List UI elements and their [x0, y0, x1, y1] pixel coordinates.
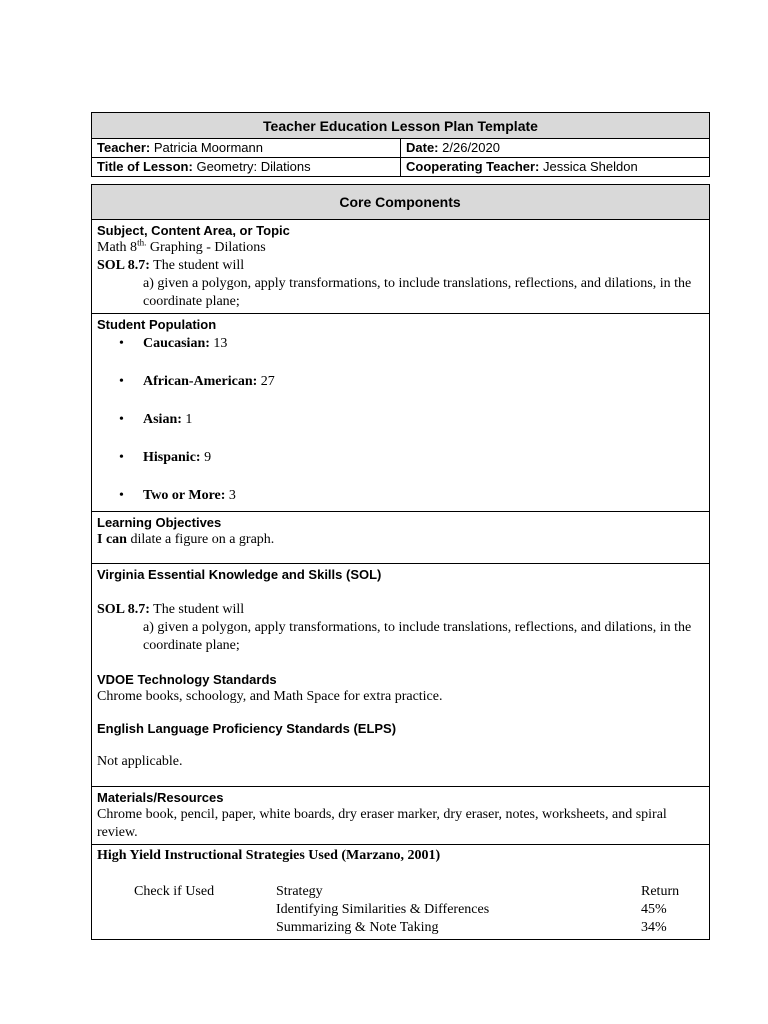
sol-detail: a) given a polygon, apply transformations, to include translations, reflections, and dilations, in the coordinate plane;: [143, 620, 692, 653]
student-population-title: Student Population: [97, 317, 217, 332]
population-item-caucasian: • Caucasian: 13: [119, 336, 228, 351]
lesson-title-value: Geometry: Dilations: [196, 159, 311, 174]
subject-line: Math $8^{th.}$ Graphing - Dilations: [97, 237, 266, 255]
learning-objectives-title: Learning Objectives: [97, 515, 222, 530]
strategy-row: [97, 919, 703, 937]
elps-title: English Language Proficiency Standards (ELPS): [97, 721, 397, 736]
cooperating-teacher-value: Jessica Sheldon: [543, 159, 638, 174]
cooperating-teacher-label: Cooperating Teacher:: [406, 159, 540, 174]
col-return-header: Return: [641, 884, 680, 899]
lesson-title-cell: [92, 158, 401, 177]
strategies-header-row: [97, 883, 703, 901]
population-item-african-american: • African-American: 27: [119, 374, 275, 389]
subject-title: Subject, Content Area, or Topic: [97, 223, 290, 238]
strategies-table: [97, 883, 703, 937]
core-components-heading: Core Components: [92, 185, 710, 220]
strategy-name: Identifying Similarities & Differences: [276, 902, 490, 917]
subject-sol-detail: a) given a polygon, apply transformations, to include translations, reflections, and dilations, in the coordinate plane;: [143, 276, 692, 309]
teacher-value: Patricia Moormann: [153, 140, 263, 155]
sol-line: SOL 8.7: The student will: [97, 602, 245, 617]
lesson-title-label: Title of Lesson:: [97, 159, 193, 174]
tech-standards-title: VDOE Technology Standards: [97, 672, 277, 687]
date-label: Date:: [406, 140, 439, 155]
strategy-check-cell: [97, 901, 276, 919]
lesson-plan-header-table: [91, 112, 710, 177]
col-strategy-header: Strategy: [276, 884, 323, 899]
population-item-two-or-more: • Two or More: 3: [119, 488, 236, 503]
subject-section: [92, 220, 710, 314]
core-components-table: [91, 184, 710, 940]
tech-standards-text: Chrome books, schoology, and Math Space for extra practice.: [97, 689, 443, 704]
strategies-title: High Yield Instructional Strategies Used (Marzano, 2001): [97, 848, 441, 863]
strategy-name: Summarizing & Note Taking: [276, 920, 439, 935]
student-population-section: [92, 314, 710, 512]
strategy-row: [97, 901, 703, 919]
teacher-cell: [92, 139, 401, 158]
col-check-header: Check if Used: [134, 884, 215, 899]
elps-text: Not applicable.: [97, 754, 183, 769]
strategy-check-cell: [97, 919, 276, 937]
standards-section: [92, 564, 710, 787]
strategy-return: 34%: [641, 920, 667, 935]
population-list: [97, 335, 703, 505]
materials-section: [92, 787, 710, 845]
materials-title: Materials/Resources: [97, 790, 224, 805]
learning-objectives-section: [92, 512, 710, 564]
strategy-return: 45%: [641, 902, 667, 917]
materials-text: Chrome book, pencil, paper, white boards, dry eraser marker, dry eraser, notes, worksheets, and spiral review.: [97, 807, 667, 840]
strategies-section: [92, 845, 710, 940]
teacher-label: Teacher:: [97, 140, 151, 155]
population-item-hispanic: • Hispanic: 9: [119, 450, 212, 465]
date-cell: [401, 139, 710, 158]
subject-sol-line: SOL 8.7: The student will: [97, 258, 245, 273]
cooperating-teacher-cell: [401, 158, 710, 177]
template-title: Teacher Education Lesson Plan Template: [92, 113, 710, 139]
population-item-asian: • Asian: 1: [119, 412, 193, 427]
sol-section-title: Virginia Essential Knowledge and Skills (SOL): [97, 567, 382, 582]
learning-objective-text: I can dilate a figure on a graph.: [97, 532, 275, 547]
date-value: 2/26/2020: [442, 140, 500, 155]
